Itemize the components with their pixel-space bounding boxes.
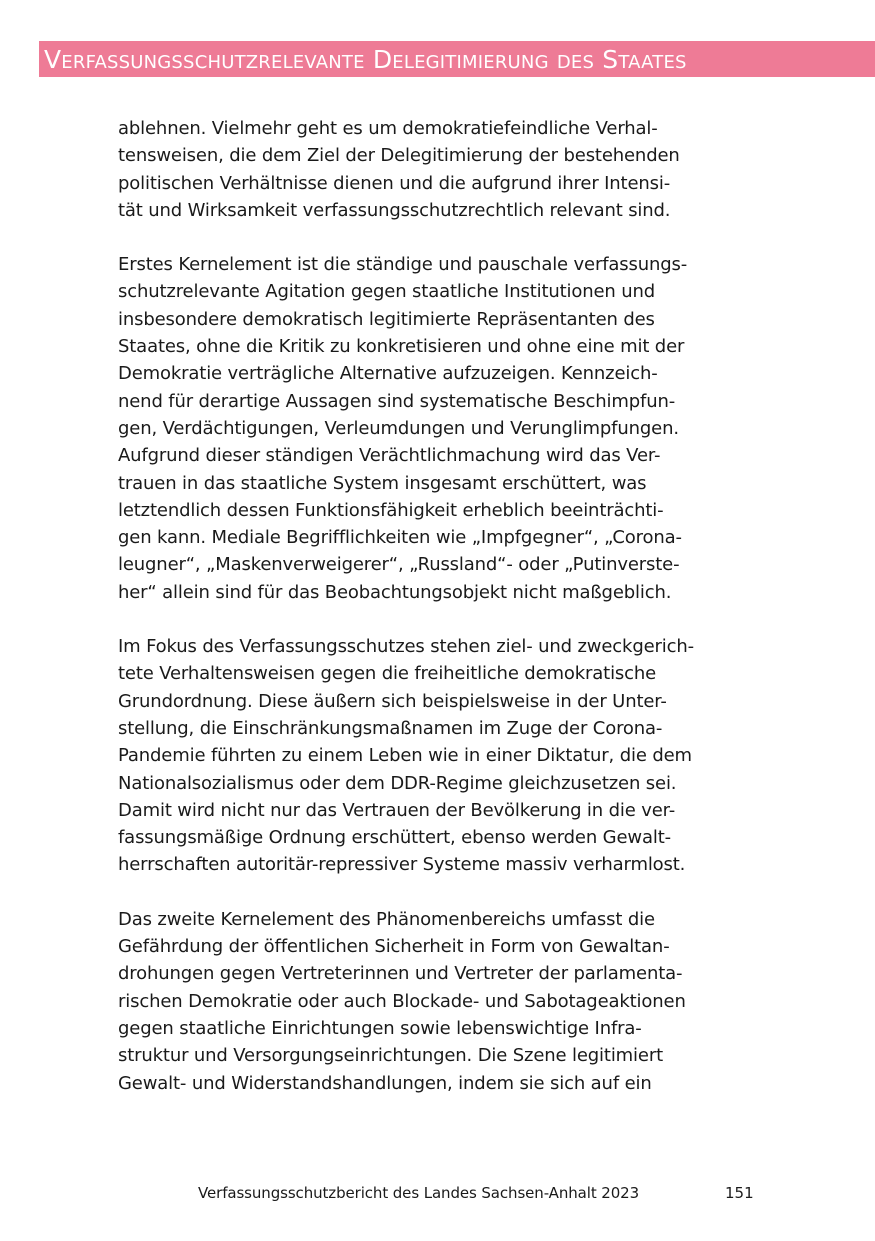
text-line: tät und Wirksamkeit verfassungsschutzrechtlich relevant sind. <box>118 199 671 221</box>
text-line: her“ allein sind für das Beobachtungsobjekt nicht maßgeblich. <box>118 581 672 603</box>
text-line: drohungen gegen Vertreterinnen und Vertreter der parlamenta- <box>118 963 683 985</box>
text-line: schutzrelevante Agitation gegen staatliche Institutionen und <box>118 281 656 303</box>
text-line: nend für derartige Aussagen sind systematische Beschimpfun- <box>118 390 676 412</box>
text-line: Damit wird nicht nur das Vertrauen der Bevölkerung in die ver- <box>118 799 676 821</box>
text-line: tensweisen, die dem Ziel der Delegitimierung der bestehenden <box>118 145 680 167</box>
text-line: tete Verhaltensweisen gegen die freiheitliche demokratische <box>118 663 657 685</box>
text-line: politischen Verhältnisse dienen und die aufgrund ihrer Intensi- <box>118 172 671 194</box>
body-text <box>118 115 768 1124</box>
text-line: Gefährdung der öffentlichen Sicherheit in Form von Gewaltan- <box>118 936 670 958</box>
footer-publication-title: Verfassungsschutzbericht des Landes Sachsen-Anhalt 2023 <box>198 1184 640 1202</box>
text-line: trauen in das staatliche System insgesamt erschüttert, was <box>118 472 647 494</box>
text-line: leugner“, „Maskenverweigerer“, „Russland“- oder „Putinverste- <box>118 554 680 576</box>
paragraph <box>118 115 768 224</box>
text-line: gen, Verdächtigungen, Verleumdungen und Verunglimpfungen. <box>118 417 679 439</box>
chapter-title: Verfassungsschutzrelevante Delegitimierung des Staates <box>44 45 687 74</box>
paragraph <box>118 633 768 879</box>
text-line: stellung, die Einschränkungsmaßnamen im Zuge der Corona- <box>118 717 663 739</box>
text-line: Pandemie führten zu einem Leben wie in einer Diktatur, die dem <box>118 745 692 767</box>
page-number: 151 <box>725 1184 754 1202</box>
text-line: letztendlich dessen Funktionsfähigkeit erheblich beeinträchti- <box>118 499 664 521</box>
text-line: ablehnen. Vielmehr geht es um demokratiefeindliche Verhal- <box>118 118 658 139</box>
text-line: Erstes Kernelement ist die ständige und pauschale verfassungs- <box>118 254 688 276</box>
text-line: Gewalt- und Widerstandshandlungen, indem sie sich auf ein <box>118 1072 652 1094</box>
text-line: Im Fokus des Verfassungsschutzes stehen ziel- und zweckgerich- <box>118 636 694 658</box>
text-line: Aufgrund dieser ständigen Verächtlichmachung wird das Ver- <box>118 445 661 467</box>
text-line: Demokratie verträgliche Alternative aufzuzeigen. Kennzeich- <box>118 363 658 385</box>
text-line: struktur und Versorgungseinrichtungen. Die Szene legitimiert <box>118 1045 663 1067</box>
text-line: Staates, ohne die Kritik zu konkretisieren und ohne eine mit der <box>118 336 685 358</box>
text-line: Nationalsozialismus oder dem DDR-Regime gleichzusetzen sei. <box>118 772 677 794</box>
text-line: rischen Demokratie oder auch Blockade- und Sabotageaktionen <box>118 990 686 1012</box>
text-line: insbesondere demokratisch legitimierte Repräsentanten des <box>118 308 655 330</box>
text-line: gen kann. Mediale Begrifflichkeiten wie „Impfgegner“, „Corona- <box>118 527 682 549</box>
paragraph <box>118 906 768 1097</box>
text-line: Das zweite Kernelement des Phänomenbereichs umfasst die <box>118 908 655 930</box>
text-line: fassungsmäßige Ordnung erschüttert, ebenso werden Gewalt- <box>118 827 671 849</box>
text-line: gegen staatliche Einrichtungen sowie lebenswichtige Infra- <box>118 1017 642 1039</box>
paragraph <box>118 251 768 606</box>
text-line: Grundordnung. Diese äußern sich beispielsweise in der Unter- <box>118 690 667 712</box>
text-line: herrschaften autoritär-repressiver Systeme massiv verharmlost. <box>118 854 686 876</box>
